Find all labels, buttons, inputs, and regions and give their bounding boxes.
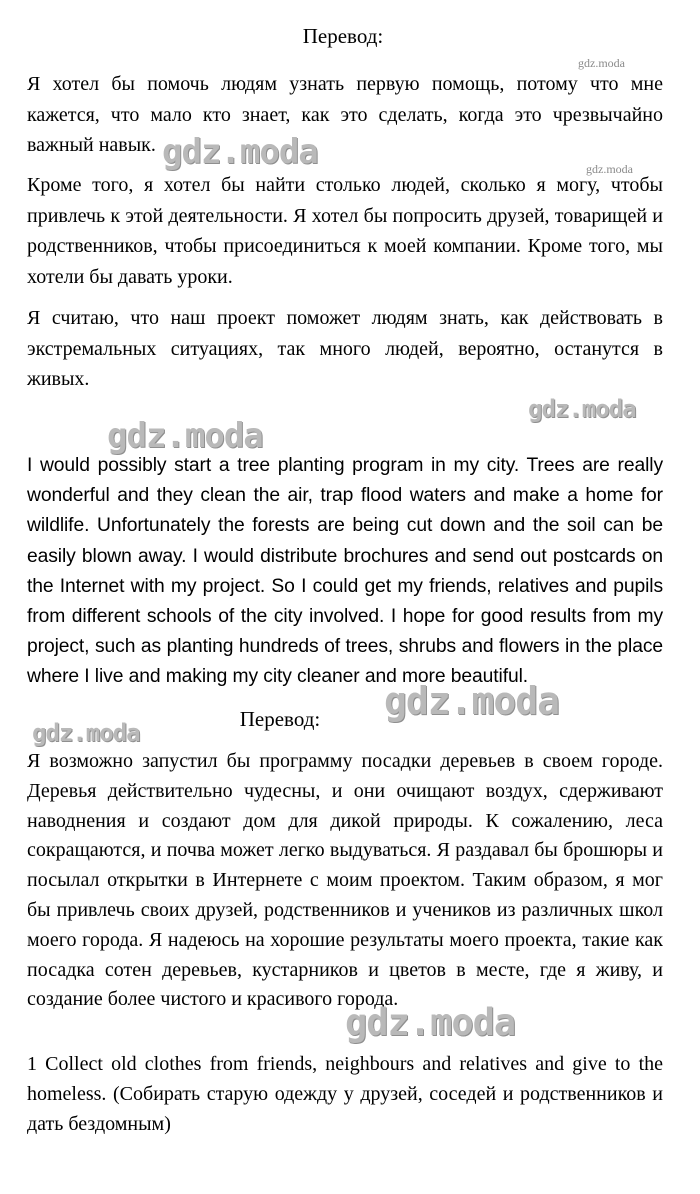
paragraph-ru-second: Кроме того, я хотел бы найти столько людей, сколько я могу, чтобы привлечь к этой деятельности. Я хотел бы попросить друзей, товарищей и родственников, чтобы присоединиться к моей компании. Кроме того, мы хотели бы давать уроки. — [27, 174, 663, 288]
watermark-logo: gdz.moda — [32, 719, 140, 747]
heading-translation-mid: Перевод: — [239, 707, 321, 731]
paragraph-en-tree: I would possibly start a tree planting program in my city. Trees are really wonderful and they clean the air, trap flood waters and make a home for wildlife. Unfortunately the forests are being cut down and the soil can be easily blown away. I would distribute brochures and send out postcards on the Internet with my project. So I could get my friends, relatives and pupils from different schools of the city involved. I hope for good results from my project, such as planting hundreds of trees, shrubs and flowers in the place where I live and making my city cleaner and more beautiful. — [27, 455, 663, 688]
paragraph-ru-third: Я считаю, что наш проект поможет людям знать, как действовать в экстремальных ситуациях, так много людей, вероятно, останутся в живых. — [27, 307, 663, 390]
watermark-logo: gdz.moda — [384, 679, 560, 723]
watermark-logo: gdz.moda — [528, 395, 636, 423]
paragraph-ru-intro: Я хотел бы помочь людям узнать первую помощь, потому что мне кажется, что мало кто знает, как это сделать, когда это чрезвычайно важный навык. — [27, 73, 663, 156]
paragraph-ru-tree: Я возможно запустил бы программу посадки деревьев в своем городе. Деревья действительно чудесны, и они очищают воздух, сдерживают наводнения и создают дом для дикой природы. К сожалению, леса сокращаются, и почва может легко выдуваться. Я раздавал бы брошюры и посылал открытки в Интернете с моим проектом. Таким образом, я мог бы привлечь своих друзей, родственников и учеников из различных школ моего города. Я надеюсь на хорошие результаты моего проекта, такие как посадка сотен деревьев, кустарников и цветов в месте, где я живу, и создание более чистого и красивого города. — [27, 750, 663, 1011]
watermark-logo: gdz.moda — [586, 162, 633, 176]
paragraph-mixed-last: 1 Collect old clothes from friends, neighbours and relatives and give to the homeless. (Собирать старую одежду у друзей, соседей и родственников и дать бездомным) — [27, 1053, 663, 1135]
watermark-logo: gdz.moda — [578, 56, 625, 70]
heading-translation-top: Перевод: — [302, 24, 384, 48]
watermark-logo: gdz.moda — [162, 132, 318, 172]
watermark-logo: gdz.moda — [345, 1001, 516, 1044]
watermark-logo: gdz.moda — [107, 416, 263, 456]
